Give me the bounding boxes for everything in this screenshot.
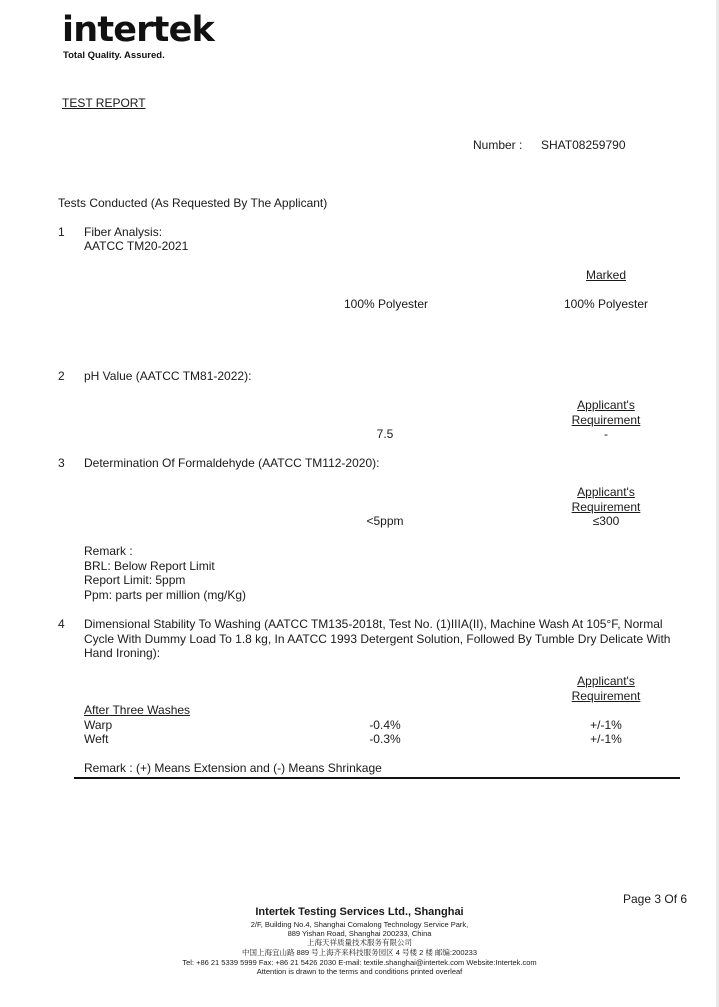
weft-requirement: +/-1% bbox=[590, 732, 622, 746]
section-3-number: 3 bbox=[58, 456, 65, 470]
requirement-header-line2: Requirement bbox=[571, 500, 641, 514]
formaldehyde-requirement: ≤300 bbox=[592, 514, 620, 528]
requirement-header-line1: Applicant's bbox=[577, 674, 635, 688]
after-three-washes-label: After Three Washes bbox=[84, 703, 191, 717]
section-2-title: pH Value (AATCC TM81-2022): bbox=[84, 369, 252, 383]
shrinkage-remark: Remark : (+) Means Extension and (-) Means Shrinkage bbox=[84, 761, 382, 775]
report-number-label: Number : bbox=[473, 138, 523, 152]
report-title: TEST REPORT bbox=[62, 96, 146, 110]
weft-value: -0.3% bbox=[369, 732, 401, 746]
page-indicator: Page 3 Of 6 bbox=[623, 892, 688, 906]
intertek-logo: intertek bbox=[62, 10, 214, 50]
section-divider bbox=[74, 777, 680, 779]
footer-chinese-name: 上海天祥质量技术服务有限公司 bbox=[307, 938, 412, 947]
remark-line: BRL: Below Report Limit bbox=[84, 559, 215, 573]
section-1-number: 1 bbox=[58, 225, 65, 239]
marked-column-header: Marked bbox=[585, 268, 626, 282]
section-4-number: 4 bbox=[58, 617, 65, 631]
report-number-value: SHAT08259790 bbox=[541, 138, 626, 152]
weft-label: Weft bbox=[84, 732, 109, 746]
fiber-marked-value: 100% Polyester bbox=[563, 297, 649, 311]
warp-requirement: +/-1% bbox=[590, 718, 622, 732]
logo-tagline: Total Quality. Assured. bbox=[63, 50, 165, 61]
formaldehyde-result: <5ppm bbox=[366, 514, 404, 528]
warp-value: -0.4% bbox=[369, 718, 401, 732]
requirement-header-line2: Requirement bbox=[571, 413, 641, 427]
requirement-header-line2: Requirement bbox=[571, 689, 641, 703]
section-4-title-line: Cycle With Dummy Load To 1.8 kg, In AATCC 1993 Detergent Solution, Followed By Tumble Dry Delicate With bbox=[84, 632, 671, 646]
ph-result: 7.5 bbox=[376, 427, 394, 441]
footer-notice: Attention is drawn to the terms and conditions printed overleaf bbox=[256, 967, 463, 976]
section-4-title-line: Dimensional Stability To Washing (AATCC TM135-2018t, Test No. (1)IIIA(II), Machine Wash At 105°F, Normal bbox=[84, 617, 663, 631]
requirement-header-line1: Applicant's bbox=[577, 485, 635, 499]
footer-contact: Tel: +86 21 5339 5999 Fax: +86 21 5426 2030 E-mail: textile.shanghai@intertek.com Website:Intertek.com bbox=[182, 958, 537, 967]
ph-requirement: - bbox=[604, 427, 608, 441]
section-4-title-line: Hand Ironing): bbox=[84, 646, 161, 660]
footer-chinese-address: 中国上海宜山路 889 号上海齐来科技服务园区 4 号楼 2 楼 邮编:200233 bbox=[241, 948, 478, 957]
section-3-title: Determination Of Formaldehyde (AATCC TM112-2020): bbox=[84, 456, 380, 470]
remark-line: Ppm: parts per million (mg/Kg) bbox=[84, 588, 247, 602]
warp-label: Warp bbox=[84, 718, 113, 732]
tests-intro: Tests Conducted (As Requested By The Applicant) bbox=[58, 196, 328, 210]
fiber-result: 100% Polyester bbox=[343, 297, 429, 311]
requirement-header-line1: Applicant's bbox=[577, 398, 635, 412]
footer-address-line1: 2/F, Building No.4, Shanghai Comalong Technology Service Park, bbox=[250, 920, 469, 929]
footer-company: Intertek Testing Services Ltd., Shanghai bbox=[255, 906, 464, 918]
section-1-title: Fiber Analysis: bbox=[84, 225, 163, 239]
section-1-method: AATCC TM20-2021 bbox=[84, 239, 189, 253]
remark-title: Remark : bbox=[84, 544, 133, 558]
footer-address-line2: 889 Yishan Road, Shanghai 200233, China bbox=[287, 929, 432, 938]
section-2-number: 2 bbox=[58, 369, 65, 383]
remark-line: Report Limit: 5ppm bbox=[84, 573, 186, 587]
